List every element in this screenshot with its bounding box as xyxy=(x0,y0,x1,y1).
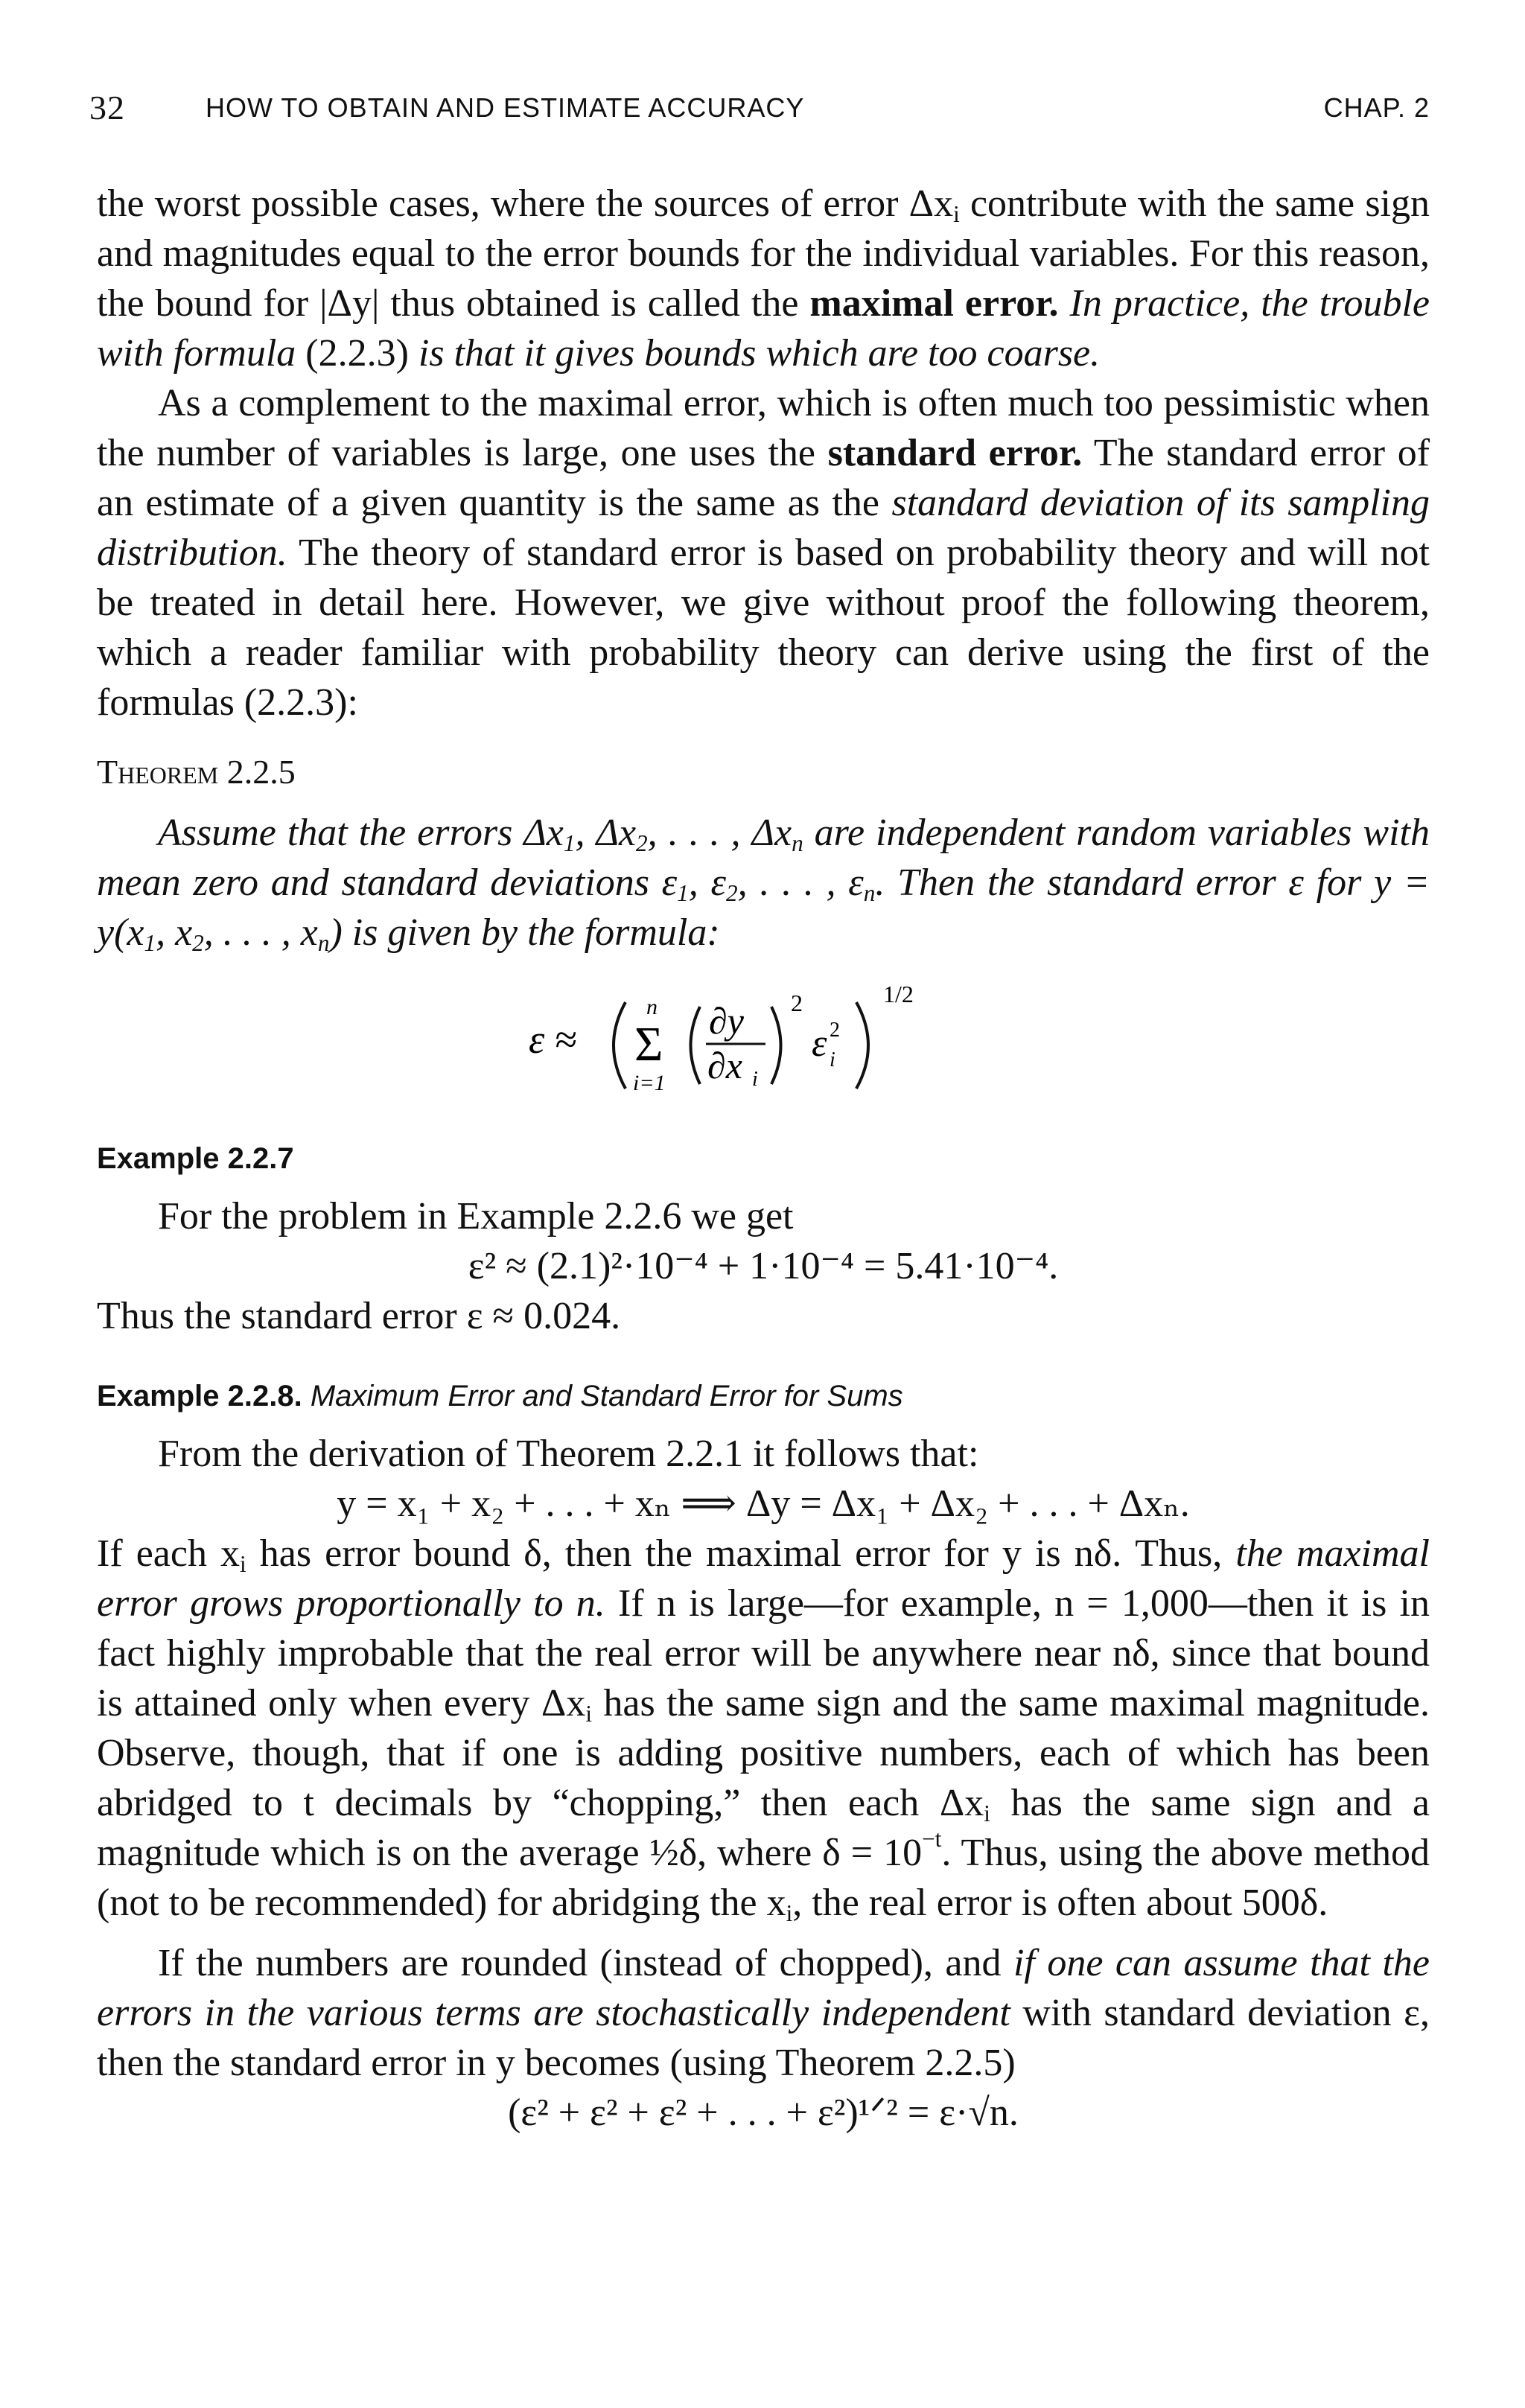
text: , . . . , ε xyxy=(737,861,864,904)
subscript: i xyxy=(786,1899,793,1926)
example-2-2-7-result: Thus the standard error ε ≈ 0.024. xyxy=(97,1295,621,1337)
running-title: HOW TO OBTAIN AND ESTIMATE ACCURACY xyxy=(206,92,805,123)
paragraph-maximal-error-growth xyxy=(97,1529,1430,1928)
example-2-2-7-label xyxy=(97,1136,1430,1181)
subscript: 2 xyxy=(192,929,204,956)
text: , the real error is often about 500δ. xyxy=(792,1882,1328,1924)
fraction-denominator: ∂x xyxy=(707,1045,742,1086)
standard-error-formula xyxy=(97,965,1430,1114)
subscript: n xyxy=(317,929,330,956)
subscript: i xyxy=(953,200,960,227)
text: are independent random variables with mean zero and standard deviations ε xyxy=(97,812,1430,904)
theorem-statement xyxy=(97,808,1430,958)
emphasis: In practice, the trouble with formula xyxy=(97,282,1430,375)
paragraph-worst-cases xyxy=(97,179,1430,378)
formula-lhs: ε ≈ xyxy=(529,1017,577,1062)
text: Assume that the errors Δx xyxy=(158,812,564,854)
subscript: i xyxy=(585,1700,592,1727)
chapter-label: CHAP. 2 xyxy=(1323,92,1430,123)
denominator-subscript: i xyxy=(752,1068,758,1091)
inner-left-paren xyxy=(691,1007,701,1084)
subscript: 2 xyxy=(726,879,738,906)
text: , x xyxy=(156,911,193,954)
sum-lower-limit: i=1 xyxy=(633,1071,666,1095)
subscript: i xyxy=(240,1550,246,1577)
emphasis: is that it gives bounds which are too coarse. xyxy=(418,332,1101,375)
formula-graphic xyxy=(529,965,1050,1114)
text xyxy=(1059,282,1070,325)
text: The theory of standard error is based on probability theory and will not be treated in detail here. However, we give without proof the following theorem, which a reader familiar with probability theory can derive using the first of the formulas (2.2.3): xyxy=(97,532,1430,724)
example-2-2-7-equation: ε² ≈ (2.1)²·10⁻⁴ + 1·10⁻⁴ = 5.41·10⁻⁴. xyxy=(468,1245,1059,1287)
example-2-2-7-intro: For the problem in Example 2.2.6 we get xyxy=(158,1195,794,1238)
subscript: i xyxy=(984,1800,990,1826)
text: . Thus, using the above method (not to be recommended) for abridging the x xyxy=(97,1832,1430,1924)
subscript: n xyxy=(792,829,803,856)
running-header xyxy=(89,88,1430,133)
text: If each x xyxy=(97,1532,241,1575)
example-2-2-8-heading xyxy=(97,1374,1430,1418)
theorem-title: Theorem 2.2.5 xyxy=(97,753,296,791)
page-body xyxy=(97,179,1430,2138)
square-exponent: 2 xyxy=(791,990,803,1016)
term-standard-error: standard error. xyxy=(827,432,1083,474)
subscript: n xyxy=(863,879,876,906)
epsilon-subscript: i xyxy=(830,1048,835,1071)
text: ) is given by the formula: xyxy=(329,911,720,954)
sqrt-n-equation: (ε² + ε² + ε² + . . . + ε²)¹ᐟ² = ε·√n. xyxy=(508,2092,1019,2134)
outer-exponent: 1/2 xyxy=(883,981,914,1007)
text: The standard error of an estimate of a given quantity is the same as the xyxy=(97,432,1430,524)
right-paren xyxy=(856,1002,868,1089)
text: the worst possible cases, where the sources of error Δx xyxy=(97,182,954,225)
subscript: 1 xyxy=(677,879,689,906)
text: has error bound δ, then the maximal error for y is nδ. Thus, xyxy=(246,1532,1236,1575)
page-number: 32 xyxy=(89,89,125,127)
inner-right-paren xyxy=(771,1007,781,1084)
sum-symbol: Σ xyxy=(634,1017,663,1071)
text: , Δx xyxy=(575,812,637,854)
text: , ε xyxy=(688,861,726,904)
text: . Then the standard error ε for y = y(x xyxy=(97,861,1430,954)
left-paren xyxy=(614,1002,625,1089)
text: If the numbers are rounded (instead of chopped), and xyxy=(158,1942,1013,1984)
epsilon-term: ε xyxy=(812,1022,827,1065)
text: , . . . , x xyxy=(203,911,318,954)
text: contribute with the same sign and magnitudes equal to the error bounds for the individual variables. For this reason, the bound for |Δy| thus obtained is called the xyxy=(97,182,1430,325)
epsilon-exponent: 2 xyxy=(830,1019,840,1042)
subscript: 1 xyxy=(144,929,156,956)
example-title: Maximum Error and Standard Error for Sums xyxy=(310,1380,903,1412)
sum-upper-limit: n xyxy=(646,995,658,1019)
text: , . . . , Δx xyxy=(647,812,792,854)
fraction-numerator: ∂y xyxy=(709,1000,744,1042)
emphasis: standard deviation of its sampling distribution. xyxy=(97,482,1430,574)
subscript: 2 xyxy=(636,829,648,856)
text: has the same sign and the same maximal magnitude. Observe, though, that if one is adding positive numbers, each of which has been abridged to t decimals by “chopping,” then each Δx xyxy=(97,1682,1430,1824)
sum-derivation-equation: y = x₁ + x₂ + . . . + xₙ ⟹ Δy = Δx₁ + Δx₂ + . . . + Δxₙ. xyxy=(337,1482,1190,1525)
text: If n is large—for example, n = 1,000—then it is in fact highly improbable that the real error will be anywhere near nδ, since that bound is attained only when every Δx xyxy=(97,1582,1430,1724)
example-2-2-8-intro: From the derivation of Theorem 2.2.1 it follows that: xyxy=(158,1433,979,1475)
example-label: Example 2.2.7 xyxy=(97,1142,294,1175)
emphasis: the maximal error grows proportionally to n. xyxy=(97,1532,1430,1625)
text: As a complement to the maximal error, which is often much too pessimistic when the number of variables is large, one uses the xyxy=(97,382,1430,474)
emphasis: if one can assume that the errors in the various terms are stochastically independent xyxy=(97,1942,1430,2034)
example-label: Example 2.2.8. xyxy=(97,1380,302,1412)
term-maximal-error: maximal error. xyxy=(809,282,1059,325)
text: with standard deviation ε, then the standard error in y becomes (using Theorem 2.2.5) xyxy=(97,1992,1430,2084)
text: has the same sign and a magnitude which is on the average ½δ, where δ = 10 xyxy=(97,1782,1430,1874)
formula-reference: (2.2.3) xyxy=(296,332,418,375)
paragraph-rounded-numbers xyxy=(97,1938,1430,2088)
paragraph-standard-error xyxy=(97,378,1430,727)
subscript: 1 xyxy=(563,829,576,856)
superscript: −t xyxy=(922,1826,942,1853)
